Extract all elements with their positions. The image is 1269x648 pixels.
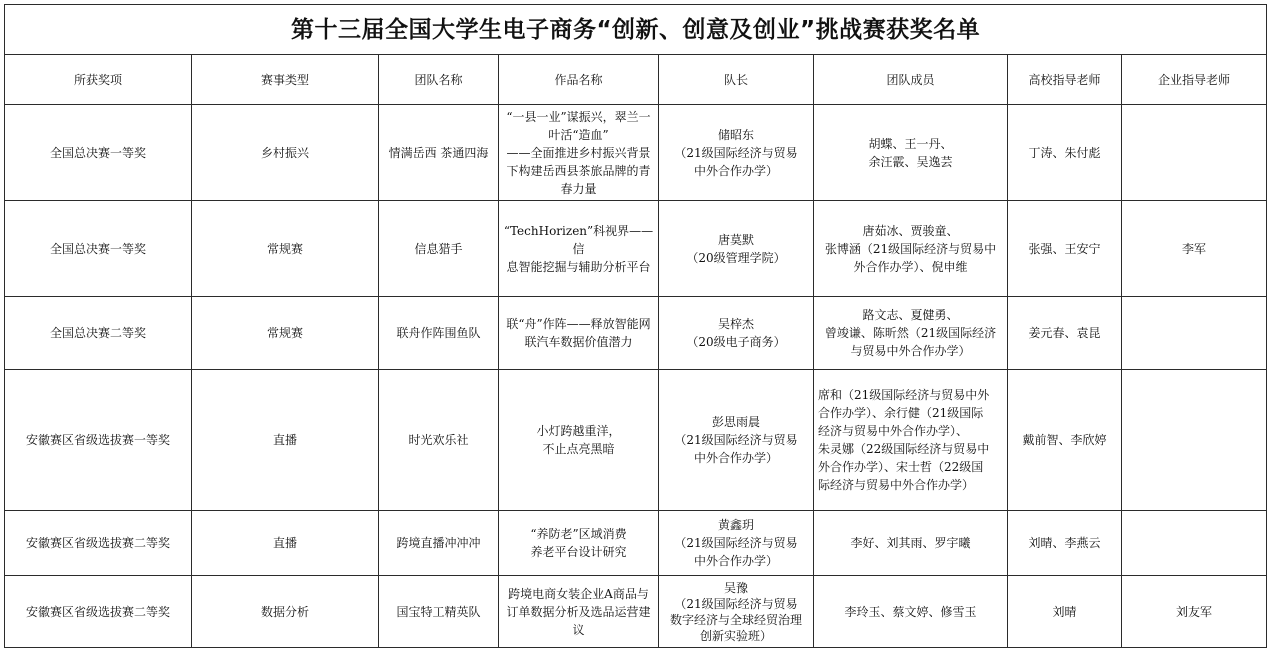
header-row (5, 55, 1267, 105)
header-type: 赛事类型 (192, 55, 379, 105)
cell-school-teacher: 刘晴、李燕云 (1008, 511, 1122, 576)
cell-type: 直播 (192, 511, 379, 576)
header-members: 团队成员 (814, 55, 1008, 105)
cell-type: 常规赛 (192, 297, 379, 370)
cell-company-teacher (1122, 297, 1267, 370)
cell-company-teacher: 李军 (1122, 201, 1267, 297)
cell-award: 全国总决赛二等奖 (5, 297, 192, 370)
cell-award: 安徽赛区省级选拔赛二等奖 (5, 576, 192, 648)
table-row (5, 576, 1267, 648)
cell-award: 安徽赛区省级选拔赛二等奖 (5, 511, 192, 576)
cell-school-teacher: 丁涛、朱付彪 (1008, 105, 1122, 201)
award-list-table (4, 4, 1267, 648)
cell-members: 李好、刘其雨、罗宇曦 (814, 511, 1008, 576)
cell-type: 乡村振兴 (192, 105, 379, 201)
header-school-teacher: 高校指导老师 (1008, 55, 1122, 105)
cell-captain: 储昭东 （21级国际经济与贸易 中外合作办学） (659, 105, 814, 201)
table-row (5, 370, 1267, 511)
cell-members: 胡蝶、王一丹、 余汪霰、吴逸芸 (814, 105, 1008, 201)
table-row (5, 511, 1267, 576)
cell-captain: 彭思雨晨 （21级国际经济与贸易 中外合作办学） (659, 370, 814, 511)
cell-company-teacher (1122, 105, 1267, 201)
cell-members: 路文志、夏健勇、 曾竣谦、陈昕然（21级国际经济 与贸易中外合作办学） (814, 297, 1008, 370)
cell-work: 跨境电商女装企业A商品与 订单数据分析及选品运营建 议 (499, 576, 659, 648)
cell-school-teacher: 戴前智、李欣婷 (1008, 370, 1122, 511)
cell-captain: 黄鑫玥 （21级国际经济与贸易 中外合作办学） (659, 511, 814, 576)
header-award: 所获奖项 (5, 55, 192, 105)
header-work: 作品名称 (499, 55, 659, 105)
cell-work: 小灯跨越重洋， 不止点亮黑暗 (499, 370, 659, 511)
cell-school-teacher: 张强、王安宁 (1008, 201, 1122, 297)
table-row (5, 201, 1267, 297)
cell-company-teacher (1122, 370, 1267, 511)
cell-team: 联舟作阵围鱼队 (379, 297, 499, 370)
header-team: 团队名称 (379, 55, 499, 105)
cell-members: 李玲玉、蔡文婷、修雪玉 (814, 576, 1008, 648)
cell-school-teacher: 姜元春、袁昆 (1008, 297, 1122, 370)
table-row (5, 105, 1267, 201)
cell-team: 跨境直播冲冲冲 (379, 511, 499, 576)
cell-captain: 吴豫 （21级国际经济与贸易 数字经济与全球经贸治理 创新实验班） (659, 576, 814, 648)
cell-school-teacher: 刘晴 (1008, 576, 1122, 648)
cell-team: 情满岳西 茶通四海 (379, 105, 499, 201)
title-row (5, 5, 1267, 55)
cell-work: “养防老”区域消费 养老平台设计研究 (499, 511, 659, 576)
cell-work: 联“舟”作阵——释放智能网 联汽车数据价值潜力 (499, 297, 659, 370)
header-company-teacher: 企业指导老师 (1122, 55, 1267, 105)
table-row (5, 297, 1267, 370)
cell-team: 时光欢乐社 (379, 370, 499, 511)
cell-type: 直播 (192, 370, 379, 511)
cell-work: “TechHorizen”科视界——信 息智能挖掘与辅助分析平台 (499, 201, 659, 297)
cell-members: 席和（21级国际经济与贸易中外 合作办学）、余行健（21级国际 经济与贸易中外合作办学）、 朱灵娜（22级国际经济与贸易中 外合作办学）、宋士哲（22级国 际经济与贸易中外合作办学） (814, 370, 1008, 511)
cell-company-teacher: 刘友军 (1122, 576, 1267, 648)
sheet-title: 第十三届全国大学生电子商务“创新、创意及创业”挑战赛获奖名单 (5, 5, 1267, 55)
cell-award: 安徽赛区省级选拔赛一等奖 (5, 370, 192, 511)
cell-team: 信息猎手 (379, 201, 499, 297)
cell-type: 常规赛 (192, 201, 379, 297)
header-captain: 队长 (659, 55, 814, 105)
cell-company-teacher (1122, 511, 1267, 576)
cell-work: “一县一业”谋振兴，翠兰一 叶活“造血” ——全面推进乡村振兴背景 下构建岳西县茶旅品牌的青 春力量 (499, 105, 659, 201)
cell-award: 全国总决赛一等奖 (5, 201, 192, 297)
cell-captain: 唐莫默 （20级管理学院） (659, 201, 814, 297)
cell-award: 全国总决赛一等奖 (5, 105, 192, 201)
cell-team: 国宝特工精英队 (379, 576, 499, 648)
cell-type: 数据分析 (192, 576, 379, 648)
cell-members: 唐茹冰、贾骏童、 张博涵（21级国际经济与贸易中 外合作办学）、倪申维 (814, 201, 1008, 297)
cell-captain: 吴梓杰 （20级电子商务） (659, 297, 814, 370)
